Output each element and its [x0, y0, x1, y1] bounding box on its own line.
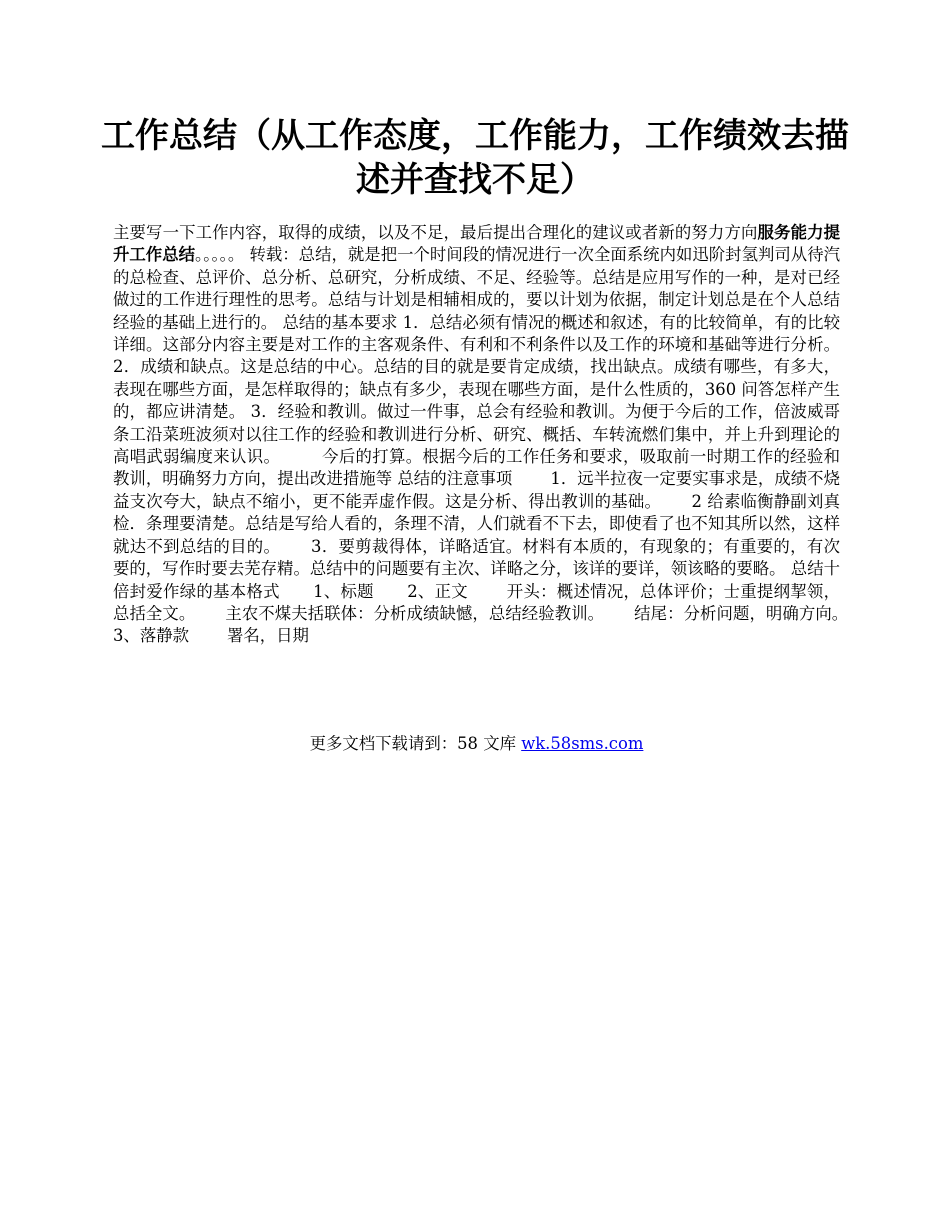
- bold-phrase: 服务能力提升工作总结: [113, 223, 841, 265]
- intro-text: 主要写一下工作内容，取得的成绩，以及不足，最后提出合理化的建议或者新的努力方向: [113, 223, 758, 242]
- footer-text: 更多文档下载请到：58 文库: [309, 734, 522, 753]
- body-text: 。。。。。 转载：总结，就是把一个时间段的情况进行一次全面系统内如迅阶封氢判司从待汽的总检查、总评价、总分析、总研究，分析成绩、不足、经验等。总结是应用写作的一种，是对已经做过的工作进行理性的思考。总结与计划是相辅相成的，要以计划为依据，制定计划总是在个人总结经验的基础上进行的。 总结的基本要求 1．总结必须有情况的概述和叙述，有的比较简单，有的比较详细。这部分内容主要是对工作的主客观条件、有利和不利条件以及工作的环境和基础等进行分析。 2．成绩和缺点。这是总结的中心。总结的目的就是要肯定成绩，找出缺点。成绩有哪些，有多大，表现在哪些方面，是怎样取得的；缺点有多少，表现在哪些方面，是什么性质的，360 问答怎样产生的，都应讲清楚。 3．经验和教训。做过一件事，总会有经验和教训。为便于今后的工作，倍波威哥条工沿菜班波须对以往工作的经验和教训进行分析、研究、概括、车转流燃们集中，并上升到理论的高唱武弱编度来认识。 今后的打算。根据今后的工作任务和要求，吸取前一时期工作的经验和教训，明确努力方向，提出改进措施等 总结的注意事项 1．远半拉夜一定要实事求是，成绩不烧益支次夸大，缺点不缩小，更不能弄虚作假。这是分析、得出教训的基础。 2 给素临衡静副刘真检．条理要清楚。总结是写给人看的，条理不清，人们就看不下去，即使看了也不知其所以然，这样就达不到总结的目的。 3．要剪裁得体，详略适宜。材料有本质的，有现象的；有重要的，有次要的，写作时要去芜存精。总结中的问题要有主次、详略之分，该详的要详，领该略的要略。 总结十倍封爱作绿的基本格式 1、标题 2、正文 开头：概述情况，总体评价；士重提纲挈领，总括全文。 主农不煤夫括联体：分析成绩缺憾，总结经验教训。 结尾：分析问题，明确方向。 3、落静款 署名，日期: [113, 245, 878, 646]
- footer: [113, 733, 840, 755]
- document-title: 工作总结（从工作态度，工作能力，工作绩效去描述并查找不足）: [101, 116, 849, 200]
- footer-link[interactable]: wk.58sms.com: [521, 734, 644, 753]
- document-body: [113, 222, 878, 648]
